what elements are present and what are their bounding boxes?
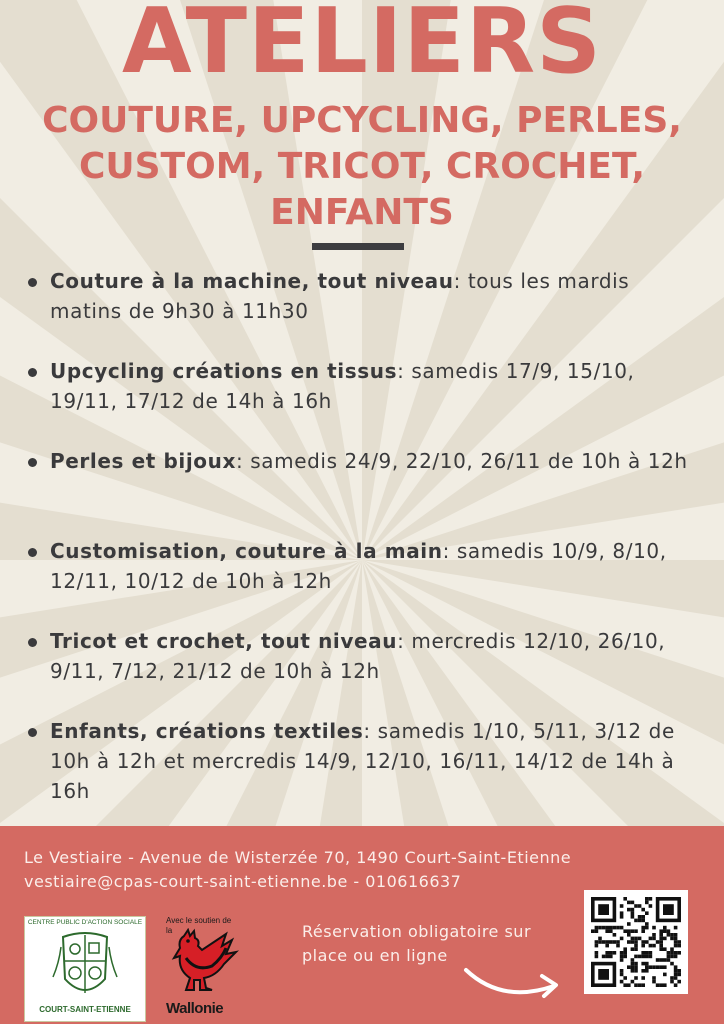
workshop-details: : mercredis 12/10, 26/10, 9/11, 7/12, 21/12 de 10h à 12h [50, 629, 666, 683]
workshop-item-enfants [28, 716, 708, 806]
wallonie-support-text: Avec le soutien de la [166, 916, 232, 935]
cpas-logo-bottom-text: COURT-SAINT-ETIENNE [39, 1005, 131, 1014]
cpas-logo-top-text: CENTRE PUBLIC D'ACTION SOCIALE [27, 919, 143, 926]
workshop-item-customisation [28, 536, 708, 596]
workshop-name: Upcycling créations en tissus [50, 359, 398, 383]
subtitle-line-1: COUTURE, UPCYCLING, PERLES, [42, 100, 682, 141]
cpas-emblem-icon [25, 927, 145, 1007]
workshop-details: : tous les mardis matins de 9h30 à 11h30 [50, 269, 630, 323]
workshop-details: : samedis 24/9, 22/10, 26/11 de 10h à 12h [235, 449, 688, 473]
curved-arrow-icon [462, 964, 564, 1004]
workshop-item-upcycling [28, 356, 708, 416]
workshop-details: : samedis 1/10, 5/11, 3/12 de 10h à 12h et mercredis 14/9, 12/10, 16/11, 14/12 de 14h à 16h [50, 719, 675, 803]
workshop-name: Customisation, couture à la main [50, 539, 443, 563]
workshop-details: : samedis 10/9, 8/10, 12/11, 10/12 de 10h à 12h [50, 539, 667, 593]
page-subtitle [20, 98, 704, 236]
workshop-list [28, 266, 708, 806]
subtitle-line-3: ENFANTS [270, 192, 454, 233]
rooster-icon [166, 928, 242, 998]
address-text: Le Vestiaire - Avenue de Wisterzée 70, 1490 Court-Saint-Etienne [24, 848, 572, 867]
wallonie-wordmark: Wallonie [166, 1000, 224, 1017]
workshop-item-tricot [28, 626, 708, 686]
wallonie-logo [166, 916, 242, 1020]
contact-block [24, 846, 571, 894]
qr-code-icon[interactable] [584, 890, 688, 994]
workshop-details: : samedis 17/9, 15/10, 19/11, 17/12 de 14h à 16h [50, 359, 635, 413]
page-title: ATELIERS [122, 0, 602, 94]
subtitle-line-2: CUSTOM, TRICOT, CROCHET, [78, 146, 646, 187]
workshop-item-perles [28, 446, 708, 506]
footer [0, 826, 724, 1024]
workshop-item-couture [28, 266, 708, 326]
title-divider [312, 243, 404, 250]
workshop-name: Enfants, créations textiles [50, 719, 364, 743]
workshop-name: Couture à la machine, tout niveau [50, 269, 454, 293]
email-phone-link[interactable]: vestiaire@cpas-court-saint-etienne.be - 010616637 [24, 872, 462, 891]
workshop-name: Tricot et crochet, tout niveau [50, 629, 398, 653]
workshop-name: Perles et bijoux [50, 449, 236, 473]
cpas-logo [24, 916, 146, 1022]
reservation-text: Réservation obligatoire sur place ou en ligne [302, 922, 532, 965]
